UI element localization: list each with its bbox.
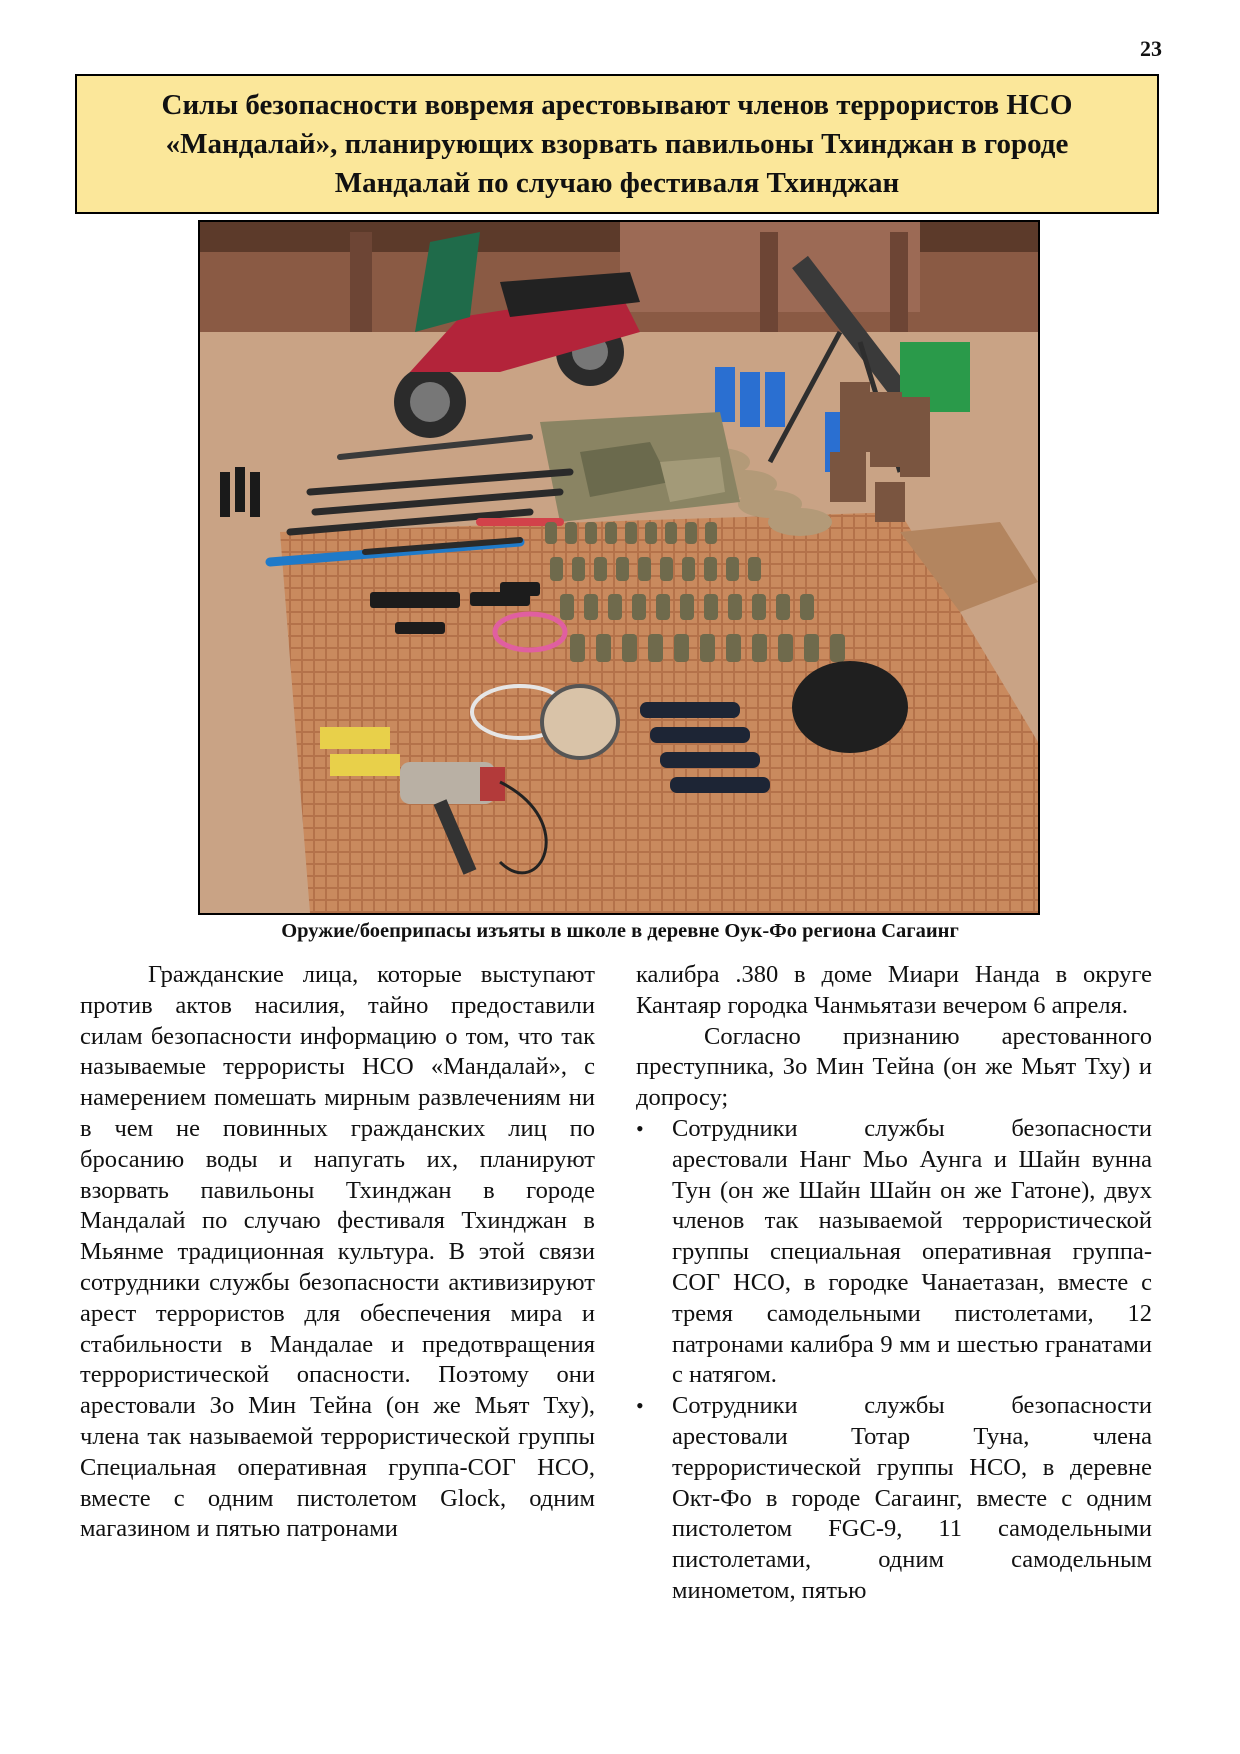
headline-line-2: «Мандалай», планирующих взорвать павильоны Тхинджан в городе (165, 127, 1069, 160)
headline-line-1: Силы безопасности вовремя арестовывают членов террористов НСО (161, 88, 1073, 121)
photo-illustration (200, 222, 1038, 913)
spool (542, 686, 618, 758)
seized-weapons-photo (198, 220, 1040, 915)
right-intro: Согласно признанию арестованного преступника, Зо Мин Тейна (он же Мьят Тху) и допросу; (636, 1022, 1152, 1112)
photo-caption: Оружие/боеприпасы изъяты в школе в деревне Оук-Фо региона Сагаинг (281, 920, 959, 942)
arrest-list (636, 1114, 1152, 1607)
right-column (636, 960, 1152, 1607)
headline-box (75, 74, 1159, 214)
right-continuation: калибра .380 в доме Миари Нанда в округе Кантаяр городка Чанмьятази вечером 6 апреля. (636, 961, 1152, 1019)
helmet (792, 661, 908, 753)
radios (220, 467, 260, 517)
page-number: 23 (1140, 36, 1162, 61)
headline-line-3: Мандалай по случаю фестиваля Тхинджан (334, 166, 900, 199)
list-item: • Сотрудники службы безопасности арестовали Тотар Туна, члена террористической группы НСО, в деревне Окт-Фо в городе Сагаинг, вместе с одним пистолетом FGC-9, 11 самодельными пистолетами, одним самодельным минометом, пятью (636, 1391, 1152, 1607)
left-column (80, 960, 595, 1545)
list-item: • Сотрудники службы безопасности арестовали Нанг Мьо Аунга и Шайн вунна Тун (он же Шайн Шайн он же Гатоне), двух членов так называемой террористической группы специальная оперативная группа-СОГ НСО, в городке Чанаетазан, вместе с тремя самодельными пистолетами, 12 патронами калибра 9 мм и шестью гранатами с натягом. (636, 1114, 1152, 1391)
left-paragraph: Гражданские лица, которые выступают против актов насилия, тайно предоставили силам безопасности информацию о том, что так называемые террористы НСО «Мандалай», с намерением помешать мирным развлечениям ни в чем не повинных гражданских лиц по бросанию воды и напугать их, планируют взорвать павильоны Тхинджан в городе Мандалай по случаю фестиваля Тхинджан в Мьянме традиционная культура. В этой связи сотрудники службы безопасности активизируют арест террористов для обеспечения мира и стабильности в Мандалае и предотвращения террористической опасности. Поэтому они арестовали Зо Мин Тейна (он же Мьят Тху), члена так называемой террористической группы Специальная оперативная группа-СОГ НСО, вместе с одним пистолетом Glock, одним магазином и пятью патронами (80, 961, 595, 1543)
